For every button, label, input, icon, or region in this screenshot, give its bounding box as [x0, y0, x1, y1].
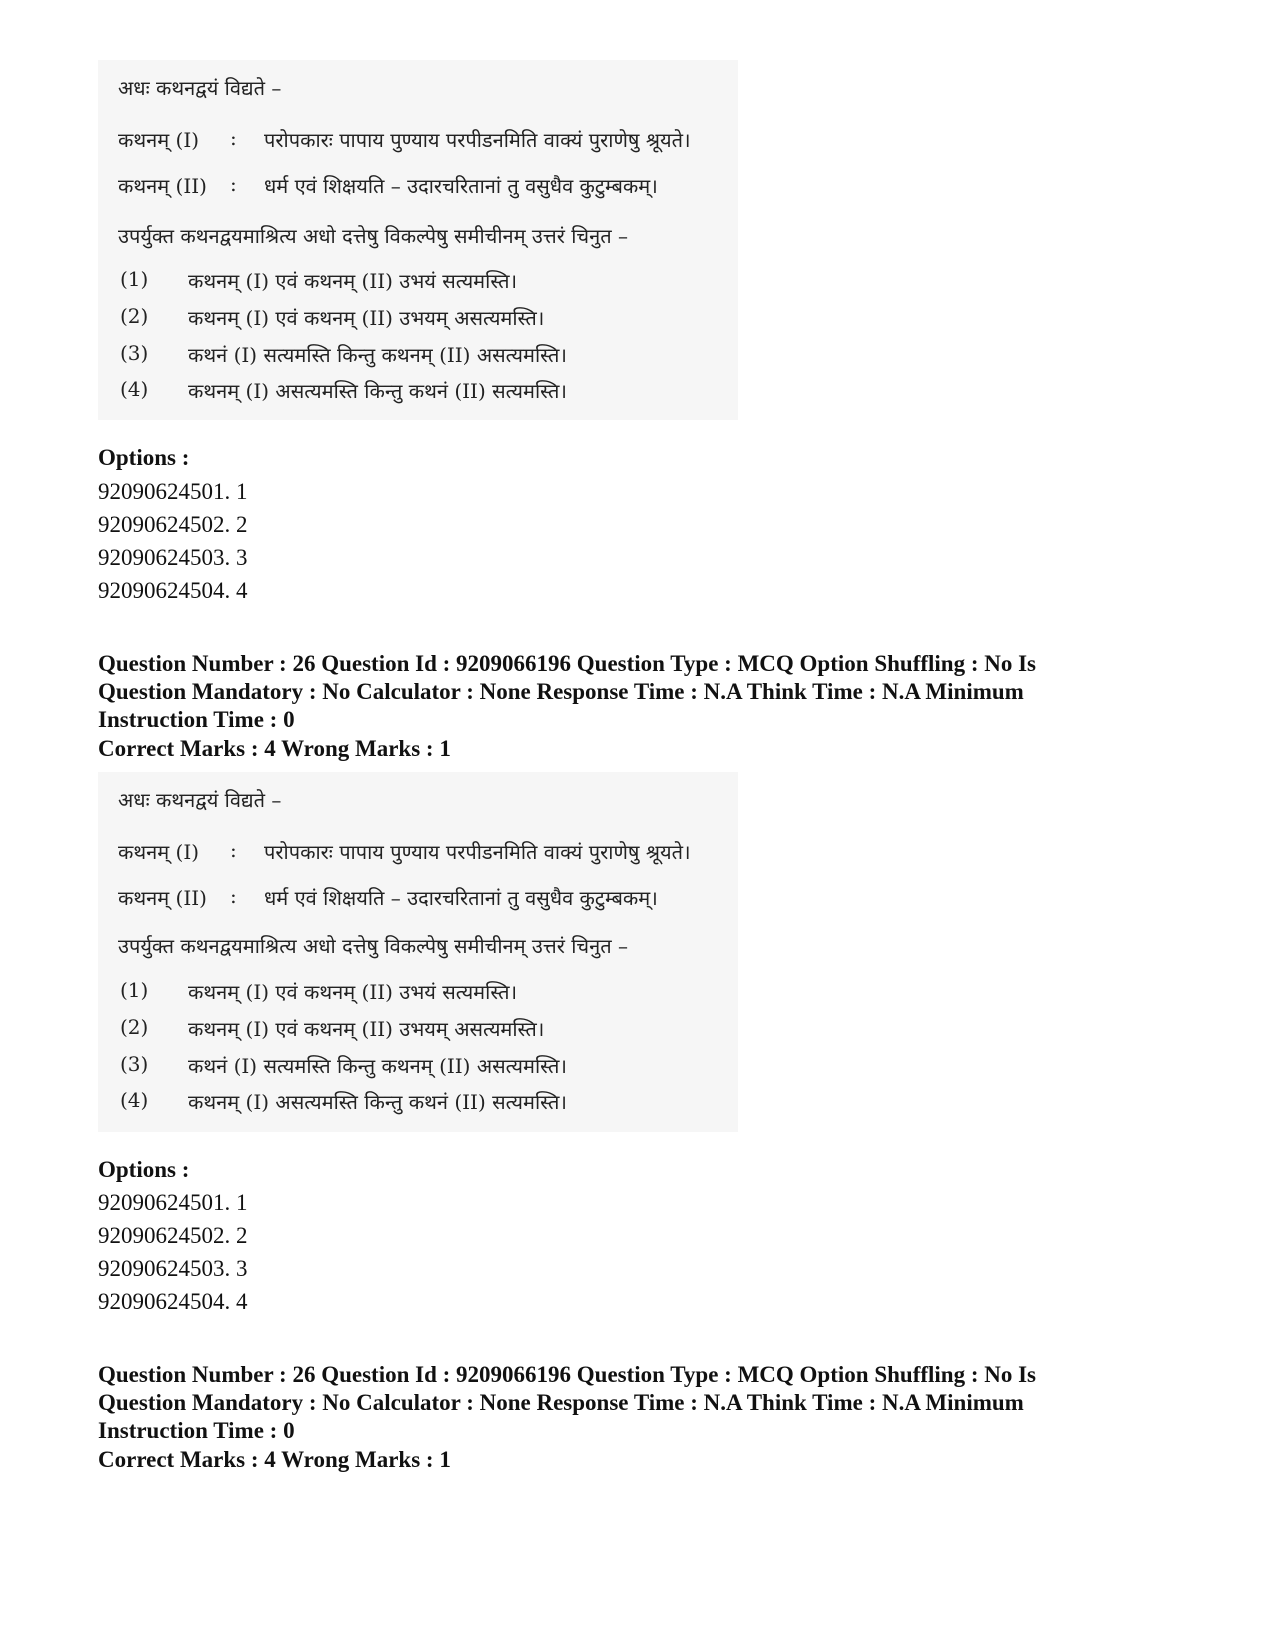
statement-2-label: कथनम् (II): [118, 886, 207, 910]
marks-line: Correct Marks : 4 Wrong Marks : 1: [98, 736, 451, 761]
option-item: 92090624504. 4: [98, 578, 248, 603]
question-intro: अधः कथनद्वयं विद्यते –: [118, 76, 282, 100]
statement-1-label: कथनम् (I): [118, 840, 200, 864]
statement-2-label: कथनम् (II): [118, 174, 207, 198]
option-item: 92090624504. 4: [98, 1289, 248, 1314]
question-instruction: उपर्युक्त कथनद्वयमाश्रित्य अधो दत्तेषु विकल्पेषु समीचीनम् उत्तरं चिनुत –: [118, 224, 628, 248]
question-intro: अधः कथनद्वयं विद्यते –: [118, 788, 282, 812]
statement-1-text: परोपकारः पापाय पुण्याय परपीडनमिति वाक्यं पुराणेषु श्रूयते।: [264, 840, 691, 864]
question-image: [98, 772, 738, 1132]
option-item: 92090624501. 1: [98, 479, 248, 504]
question-meta-line-2: Question Mandatory : No Calculator : None Response Time : N.A Think Time : N.A Minimum: [98, 679, 1024, 704]
choice-4-text: कथनम् (I) असत्यमस्ति किन्तु कथनं (II) सत्यमस्ति।: [188, 1090, 567, 1114]
question-meta-line-3: Instruction Time : 0: [98, 1418, 295, 1443]
choice-2-number: (2): [120, 304, 149, 328]
statement-2-colon: :: [230, 884, 237, 908]
question-instruction: उपर्युक्त कथनद्वयमाश्रित्य अधो दत्तेषु विकल्पेषु समीचीनम् उत्तरं चिनुत –: [118, 934, 628, 958]
option-item: 92090624503. 3: [98, 1256, 248, 1281]
choice-4-text: कथनम् (I) असत्यमस्ति किन्तु कथनं (II) सत्यमस्ति।: [188, 379, 567, 403]
question-meta-line-2: Question Mandatory : No Calculator : None Response Time : N.A Think Time : N.A Minimum: [98, 1390, 1024, 1415]
marks-line: Correct Marks : 4 Wrong Marks : 1: [98, 1447, 451, 1472]
choice-2-number: (2): [120, 1015, 149, 1039]
options-heading: Options :: [98, 1157, 190, 1182]
choice-1-number: (1): [120, 978, 149, 1002]
choice-3-text: कथनं (I) सत्यमस्ति किन्तु कथनम् (II) असत्यमस्ति।: [188, 343, 567, 367]
choice-4-number: (4): [120, 1088, 149, 1112]
option-item: 92090624502. 2: [98, 1223, 248, 1248]
statement-1-colon: :: [230, 838, 237, 862]
question-meta-line-3: Instruction Time : 0: [98, 707, 295, 732]
choice-1-text: कथनम् (I) एवं कथनम् (II) उभयं सत्यमस्ति।: [188, 980, 518, 1004]
question-meta-line-1: Question Number : 26 Question Id : 9209066196 Question Type : MCQ Option Shuffling : No Is: [98, 651, 1037, 676]
statement-2-text: धर्म एवं शिक्षयति – उदारचरितानां तु वसुधैव कुटुम्बकम्।: [264, 886, 658, 910]
statement-1-label: कथनम् (I): [118, 128, 200, 152]
question-image: [98, 60, 738, 420]
choice-2-text: कथनम् (I) एवं कथनम् (II) उभयम् असत्यमस्ति।: [188, 306, 545, 330]
statement-1-text: परोपकारः पापाय पुण्याय परपीडनमिति वाक्यं पुराणेषु श्रूयते।: [264, 128, 691, 152]
choice-1-text: कथनम् (I) एवं कथनम् (II) उभयं सत्यमस्ति।: [188, 269, 518, 293]
statement-2-text: धर्म एवं शिक्षयति – उदारचरितानां तु वसुधैव कुटुम्बकम्।: [264, 174, 658, 198]
choice-3-number: (3): [120, 1052, 149, 1076]
choice-3-number: (3): [120, 341, 149, 365]
statement-2-colon: :: [230, 172, 237, 196]
choice-1-number: (1): [120, 267, 149, 291]
option-item: 92090624501. 1: [98, 1190, 248, 1215]
statement-1-colon: :: [230, 126, 237, 150]
choice-2-text: कथनम् (I) एवं कथनम् (II) उभयम् असत्यमस्ति।: [188, 1017, 545, 1041]
options-heading: Options :: [98, 445, 190, 470]
question-meta: [98, 1361, 1178, 1445]
option-item: 92090624503. 3: [98, 545, 248, 570]
question-meta: [98, 650, 1178, 734]
choice-4-number: (4): [120, 377, 149, 401]
option-item: 92090624502. 2: [98, 512, 248, 537]
question-meta-line-1: Question Number : 26 Question Id : 9209066196 Question Type : MCQ Option Shuffling : No Is: [98, 1362, 1037, 1387]
choice-3-text: कथनं (I) सत्यमस्ति किन्तु कथनम् (II) असत्यमस्ति।: [188, 1054, 567, 1078]
